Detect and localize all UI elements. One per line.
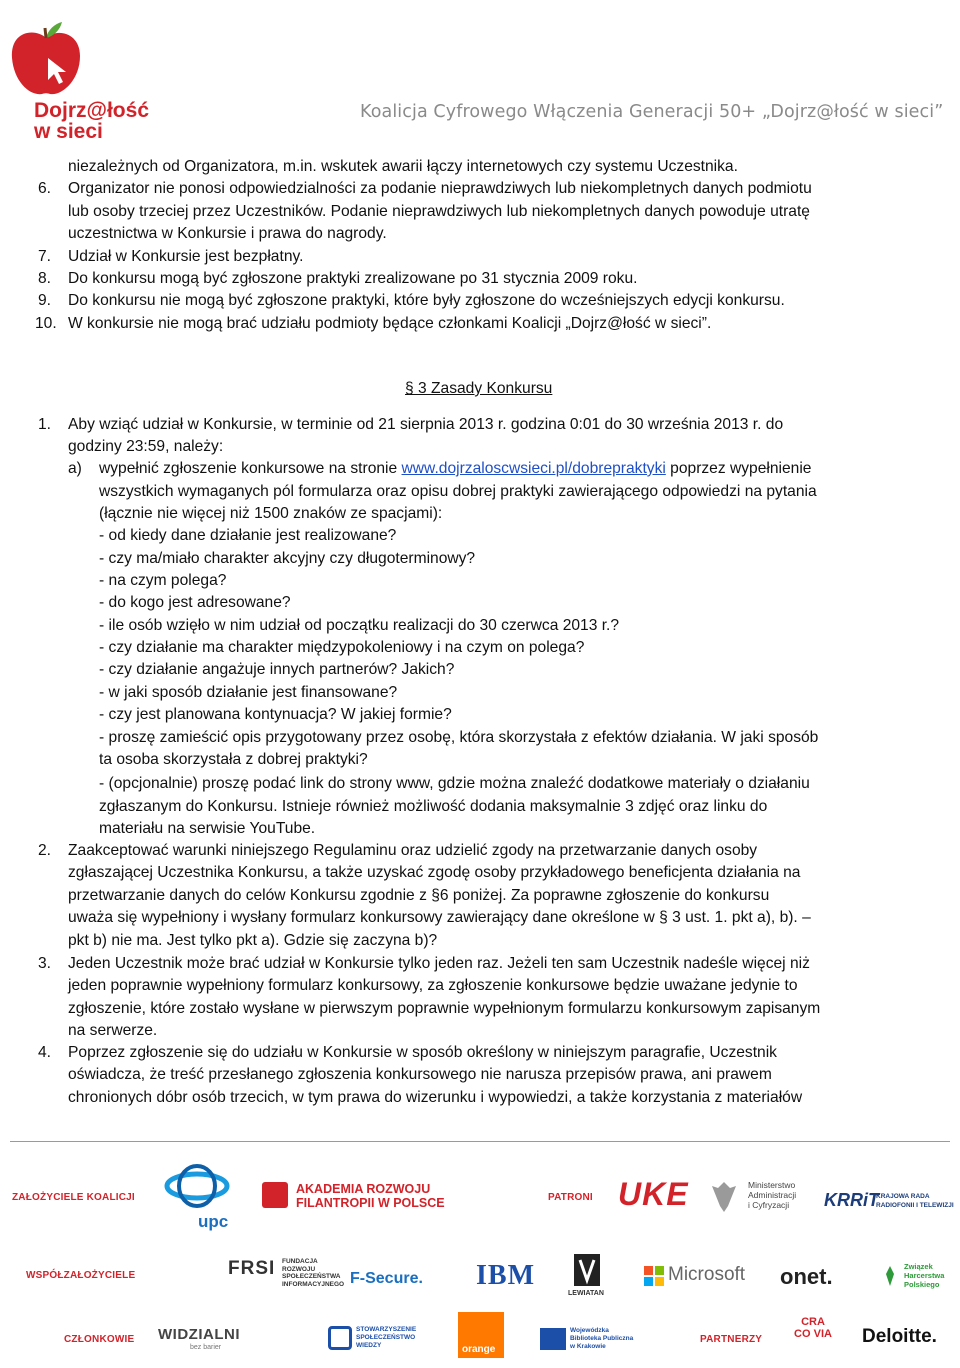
zhp-logo <box>904 1262 944 1289</box>
apple-cursor-icon <box>8 18 84 98</box>
rule-1-number: 1. <box>38 416 52 433</box>
logo-text-line2: w sieci <box>34 120 103 143</box>
widzialni-sub: bez barier <box>190 1344 222 1351</box>
rule-3-number: 3. <box>38 955 52 972</box>
rule-line: W konkursie nie mogą brać udziału podmioty będące członkami Koalicji „Dojrz@łość w sieci”. <box>68 314 712 332</box>
wbp-logo <box>570 1327 633 1351</box>
wbp-line3: w Krakowie <box>570 1343 606 1350</box>
lewiatan-emblem-icon <box>572 1252 602 1288</box>
zhp-line3: Polskiego <box>904 1280 940 1289</box>
logo-text-line1: Dojrz@łość <box>34 99 149 122</box>
rule-3-line: na serwerze. <box>68 1022 158 1040</box>
question-item: - w jaki sposób działanie jest finansowane? <box>99 684 398 701</box>
stowarzyszenie-line1: STOWARZYSZENIE <box>356 1326 417 1333</box>
rule-1a-label: a) <box>68 460 82 477</box>
frsi-logo: FRSI <box>228 1258 276 1279</box>
rule-number: 8. <box>38 270 52 287</box>
widzialni-logo: WIDZIALNI <box>158 1326 240 1343</box>
rule-number: 10. <box>35 314 57 332</box>
stowarzyszenie-line3: WIEDZY <box>356 1342 382 1349</box>
deloitte-logo: Deloitte. <box>862 1326 937 1347</box>
rule-2-line: Zaakceptować warunki niniejszego Regulaminu oraz udzielić zgody na przetwarzanie danych osoby <box>68 842 758 859</box>
eagle-emblem-icon <box>710 1178 738 1214</box>
stowarzyszenie-icon <box>328 1326 352 1350</box>
frsi-name <box>282 1258 344 1288</box>
rule-2-line: zgłaszającej Uczestnika Konkursu, a także uzyskać zgodę osoby przykładowego beneficjenta działania na <box>68 864 801 882</box>
rule-3-line: zgłoszenie, które zostało wysłane w pierwszym poprawnie wypełnionym formularzu konkursowym zapisanym <box>68 999 821 1017</box>
logo-text <box>34 100 149 142</box>
zhp-line2: Harcerstwa <box>904 1271 945 1280</box>
rule-1-line-1: Aby wziąć udział w Konkursie, w terminie od 21 sierpnia 2013 r. godzina 0:01 do 30 września 2013 r. do <box>68 416 784 433</box>
cracovia-logo: CRA CO VIA <box>794 1316 832 1340</box>
rule-3-line: Jeden Uczestnik może brać udział w Konkursie tylko jeden raz. Jeżeli ten sam Uczestnik nadeśle więcej niż <box>68 955 810 972</box>
rule-line: niezależnych od Organizatora, m.in. wskutek awarii łączy internetowych czy systemu Uczestnika. <box>68 158 738 175</box>
question-item: - (opcjonalnie) proszę podać link do strony www, gdzie można znaleźć dodatkowe materiały o działaniu <box>99 775 810 792</box>
question-item: - na czym polega? <box>99 572 227 589</box>
rule-number: 7. <box>38 247 52 265</box>
akademia-logo <box>296 1182 445 1210</box>
ministry-line3: i Cyfryzacji <box>748 1200 790 1210</box>
coalition-title: Koalicja Cyfrowego Włączenia Generacji 50+ „Dojrz@łość w sieci” <box>360 102 944 122</box>
frsi-line3: SPOŁECZEŃSTWA <box>282 1273 341 1280</box>
rule-2-line: uważa się wypełniony i wysłany formularz konkursowy zawierający dane określone w § 3 ust. 1. pkt a), b). – <box>68 909 811 927</box>
akademia-square-icon <box>262 1182 288 1208</box>
rule-1a-line-3: (łącznie nie więcej niż 1500 znaków ze spacjami): <box>99 505 443 522</box>
question-item: - czy jest planowana kontynuacja? W jakiej formie? <box>99 706 452 723</box>
rule-4-line: Poprzez zgłoszenie się do udziału w Konkursie w sposób określony w niniejszym paragrafie, Uczestnik <box>68 1044 777 1061</box>
rule-2-line: pkt b) nie ma. Jest tylko pkt a). Gdzie się zaczyna b)? <box>68 931 438 949</box>
footer-divider <box>10 1141 950 1142</box>
founders-label: ZAŁOŻYCIELE KOALICJI <box>12 1192 135 1203</box>
zhp-line1: Związek <box>904 1262 933 1271</box>
rule-line: Organizator nie ponosi odpowiedzialności za podanie nieprawdziwych lub niekompletnych danych podmiotu <box>68 180 812 198</box>
ministry-line2: Administracji <box>748 1190 797 1200</box>
rule-1a-line-2: wszystkich wymaganych pól formularza oraz opisu dobrej praktyki zawierającego odpowiedzi na pytania <box>99 483 817 500</box>
rule-4-line: oświadcza, że treść przesłanego zgłoszenia konkursowego nie narusza przepisów prawa, ani prawem <box>68 1066 772 1084</box>
section-title: § 3 Zasady Konkursu <box>405 380 553 397</box>
frsi-line4: INFORMACYJNEGO <box>282 1280 345 1288</box>
question-item: ta osoba skorzystała z dobrej praktyki? <box>99 751 368 768</box>
rule-line: Do konkursu mogą być zgłoszone praktyki zrealizowane po 31 stycznia 2009 roku. <box>68 270 638 287</box>
frsi-line2: ROZWOJU <box>282 1265 316 1273</box>
question-item: - do kogo jest adresowane? <box>99 594 291 611</box>
question-item: - czy działanie angażuje innych partnerów? Jakich? <box>99 661 455 678</box>
stowarzyszenie-logo <box>356 1326 416 1350</box>
partners-label: PARTNERZY <box>700 1334 763 1345</box>
rule-1a-line-1 <box>99 458 811 480</box>
rule-line: Udział w Konkursie jest bezpłatny. <box>68 247 304 265</box>
akademia-line1: AKADEMIA ROZWOJU <box>296 1182 431 1196</box>
uke-logo: UKE <box>618 1176 689 1212</box>
wbp-icon <box>540 1328 566 1350</box>
rule-4-line: chronionych dóbr osób trzecich, w tym prawa do wizerunku i wypowiedzi, a także korzystania z materiałów <box>68 1088 803 1106</box>
wbp-line1: Wojewódzka <box>570 1327 609 1334</box>
microsoft-windows-icon <box>644 1266 664 1286</box>
question-item: - czy ma/miało charakter akcyjny czy długoterminowy? <box>99 550 476 567</box>
question-item: zgłaszanym do Konkursu. Istnieje również możliwość dodania maksymalnie 3 zdjęć oraz linku do <box>99 798 768 815</box>
akademia-line2: FILANTROPII W POLSCE <box>296 1196 445 1210</box>
ministry-line1: Ministerstwo <box>748 1180 796 1190</box>
ibm-logo: IBM <box>476 1260 535 1291</box>
question-item: - od kiedy dane działanie jest realizowane? <box>99 527 397 544</box>
rule-line: uczestnictwa w Konkursie i prawa do nagrody. <box>68 225 387 243</box>
rule-number: 6. <box>38 180 52 198</box>
wbp-line2: Biblioteka Publiczna <box>570 1335 634 1342</box>
rule-4-number: 4. <box>38 1044 52 1061</box>
upc-logo: upc <box>198 1212 229 1231</box>
rule-line: lub osoby trzeciej przez Uczestników. Podanie nieprawdziwych lub niekompletnych danych powoduje utratę <box>68 202 810 220</box>
rule-number: 9. <box>38 292 52 310</box>
krrit-logo: KRRiT <box>824 1190 879 1210</box>
rule-1-line-2: godziny 23:59, należy: <box>68 438 224 455</box>
fsecure-logo: F-Secure. <box>350 1270 423 1287</box>
cofounders-label: WSPÓŁZAŁOŻYCIELE <box>26 1270 136 1281</box>
rule-3-line: jeden poprawnie wypełniony formularz konkursowy, za zgłoszenie konkursowe będzie uważane jedynie to <box>68 977 798 995</box>
question-item: - czy działanie ma charakter międzypokoleniowy i na czym on polega? <box>99 639 585 656</box>
onet-logo: onet. <box>780 1264 833 1289</box>
rule-2-line: przetwarzanie danych do celów Konkursu zgodnie z §6 poniżej. Za poprawne zgłoszenie do konkursu <box>68 886 770 904</box>
microsoft-logo: Microsoft <box>668 1264 746 1285</box>
sponsors-footer <box>0 1150 960 1368</box>
question-item: - proszę zamieścić opis przygotowany przez osobę, która skorzystała z efektów działania. W jaki sposób <box>99 729 819 746</box>
krrit-line2: RADIOFONII I TELEWIZJI <box>876 1202 954 1209</box>
krrit-line1: KRAJOWA RADA <box>876 1193 930 1200</box>
page-header <box>0 0 960 148</box>
dojrzalosc-logo <box>4 4 149 144</box>
rule-2-number: 2. <box>38 842 52 859</box>
rule-1a-text-pre: wypełnić zgłoszenie konkursowe na stronie <box>99 460 402 477</box>
stowarzyszenie-line2: SPOŁECZEŃSTWO <box>356 1334 416 1341</box>
patrons-label: PATRONI <box>548 1192 593 1203</box>
zhp-lily-icon <box>880 1264 900 1288</box>
question-item: materiału na serwisie YouTube. <box>99 820 316 837</box>
question-item: - ile osób wzięło w nim udział od początku realizacji do 30 czerwca 2013 r.? <box>99 617 620 634</box>
ministry-logo <box>748 1180 796 1210</box>
orange-logo: orange <box>462 1344 496 1355</box>
upc-swirl-icon <box>162 1162 232 1214</box>
frsi-line1: FUNDACJA <box>282 1258 318 1265</box>
contest-form-link[interactable]: www.dojrzaloscwsieci.pl/dobrepraktyki <box>401 460 666 477</box>
members-label: CZŁONKOWIE <box>64 1334 135 1345</box>
krrit-name <box>876 1192 954 1210</box>
rule-line: Do konkursu nie mogą być zgłoszone praktyki, które były zgłoszone do wcześniejszych edycji konkursu. <box>68 292 785 310</box>
rule-1a-text-post: poprzez wypełnienie <box>665 460 812 477</box>
lewiatan-logo: LEWIATAN <box>568 1290 604 1297</box>
